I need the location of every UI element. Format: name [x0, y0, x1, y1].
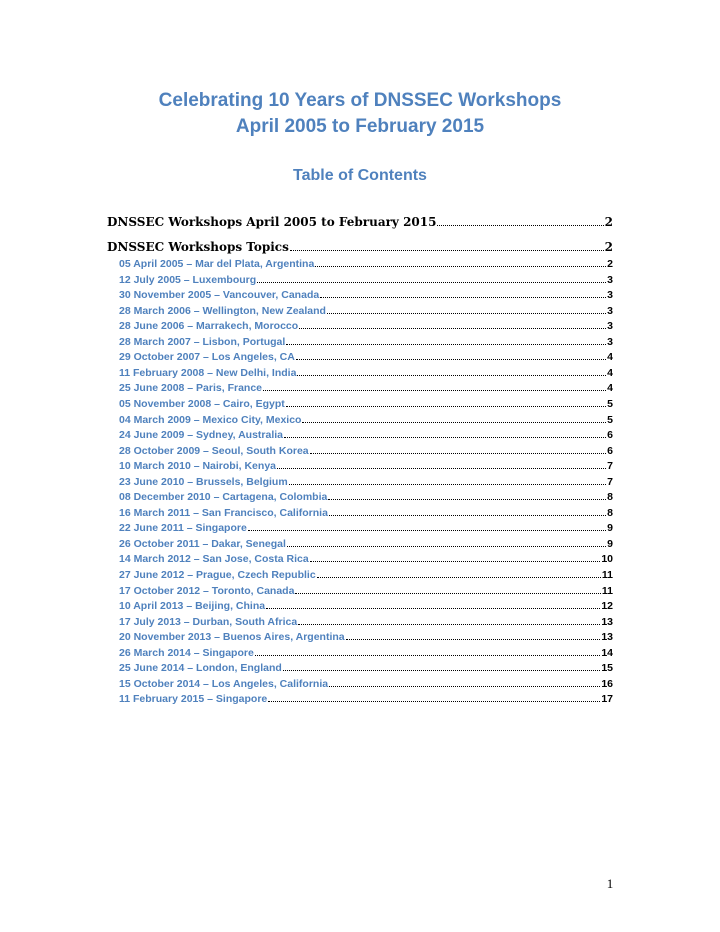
toc-entry[interactable] — [119, 351, 613, 363]
toc-entry-label: 17 July 2013 – Durban, South Africa — [119, 616, 298, 628]
toc-dot-leader — [286, 406, 606, 407]
toc-entry-page: 11 — [601, 569, 613, 581]
toc-entry-page: 7 — [607, 476, 613, 488]
toc-entry[interactable] — [119, 647, 613, 659]
toc-entry[interactable] — [119, 522, 613, 534]
toc-entry-page: 3 — [607, 320, 613, 332]
toc-entry-page: 2 — [604, 240, 613, 254]
toc-entry-page: 2 — [604, 215, 613, 229]
toc-entry-page: 13 — [601, 616, 613, 628]
toc-entry[interactable] — [119, 585, 613, 597]
toc-entry-label: 26 March 2014 – Singapore — [119, 647, 254, 659]
toc-entry-label: DNSSEC Workshops April 2005 to February 2015 — [107, 215, 437, 229]
toc-entry-page: 4 — [607, 351, 613, 363]
toc-entry-page: 6 — [607, 445, 613, 457]
toc-entry-label: 14 March 2012 – San Jose, Costa Rica — [119, 553, 309, 565]
toc-entry-page: 15 — [601, 662, 613, 674]
toc-entry[interactable] — [119, 460, 613, 472]
toc-entry-label: 11 February 2015 – Singapore — [119, 693, 268, 705]
toc-dot-leader — [296, 359, 606, 360]
toc-entry-page: 3 — [607, 305, 613, 317]
toc-dot-leader — [317, 577, 601, 578]
toc-entry[interactable] — [119, 662, 613, 674]
toc-entry-label: 28 June 2006 – Marrakech, Morocco — [119, 320, 299, 332]
toc-entry-label: 16 March 2011 – San Francisco, California — [119, 507, 328, 519]
toc-entry-page: 9 — [607, 522, 613, 534]
toc-entry-label: 28 October 2009 – Seoul, South Korea — [119, 445, 309, 457]
toc-entry-label: 10 April 2013 – Beijing, China — [119, 600, 266, 612]
toc-dot-leader — [283, 670, 601, 671]
toc-entry-page: 6 — [607, 429, 613, 441]
toc-entry-page: 3 — [607, 274, 613, 286]
toc-entry[interactable] — [119, 258, 613, 270]
toc-entry[interactable] — [119, 398, 613, 410]
toc-entry-page: 8 — [607, 507, 613, 519]
toc-entry-page: 5 — [607, 414, 613, 426]
toc-entry[interactable] — [119, 305, 613, 317]
toc-dot-leader — [329, 686, 600, 687]
toc-entry[interactable] — [119, 507, 613, 519]
toc-entry-label: 24 June 2009 – Sydney, Australia — [119, 429, 284, 441]
toc-entry-label: 23 June 2010 – Brussels, Belgium — [119, 476, 288, 488]
toc-entry[interactable] — [119, 600, 613, 612]
toc-dot-leader — [328, 499, 606, 500]
toc-entry-page: 9 — [607, 538, 613, 550]
toc-entry-label: 17 October 2012 – Toronto, Canada — [119, 585, 295, 597]
toc-entry-page: 16 — [601, 678, 613, 690]
toc-entry[interactable] — [119, 631, 613, 643]
toc-dot-leader — [286, 344, 606, 345]
toc-entry-page: 11 — [601, 585, 613, 597]
toc-dot-leader — [315, 266, 606, 267]
toc-dot-leader — [295, 593, 600, 594]
toc-dot-leader — [329, 515, 606, 516]
toc-entry[interactable] — [119, 414, 613, 426]
toc-entry[interactable] — [119, 320, 613, 332]
toc-dot-leader — [299, 328, 606, 329]
toc-dot-leader — [290, 250, 604, 251]
document-title-line2: April 2005 to February 2015 — [235, 116, 485, 137]
toc-entry-label: 26 October 2011 – Dakar, Senegal — [119, 538, 286, 550]
toc-dot-leader — [277, 468, 606, 469]
toc-entry-label: DNSSEC Workshops Topics — [107, 240, 289, 254]
toc-entry-label: 25 June 2008 – Paris, France — [119, 382, 263, 394]
toc-dot-leader — [310, 561, 601, 562]
toc-entry[interactable] — [119, 445, 613, 457]
toc-entry[interactable] — [119, 367, 613, 379]
toc-dot-leader — [289, 484, 606, 485]
toc-entry-page: 4 — [607, 382, 613, 394]
toc-dot-leader — [327, 313, 606, 314]
toc-dot-leader — [248, 530, 606, 531]
toc-dot-leader — [302, 422, 606, 423]
toc-entry-page: 14 — [601, 647, 613, 659]
toc-entry[interactable] — [119, 693, 613, 705]
toc-entry[interactable] — [119, 429, 613, 441]
toc-entry-main[interactable] — [107, 240, 613, 254]
toc-entry-main[interactable] — [107, 215, 613, 229]
toc-entry[interactable] — [119, 274, 613, 286]
page-number: 1 — [606, 876, 614, 891]
toc-entry-label: 29 October 2007 – Los Angeles, CA — [119, 351, 295, 363]
toc-entry-label: 28 March 2007 – Lisbon, Portugal — [119, 336, 286, 348]
toc-entry-page: 10 — [601, 553, 613, 565]
toc-entry-label: 27 June 2012 – Prague, Czech Republic — [119, 569, 316, 581]
toc-dot-leader — [263, 390, 606, 391]
toc-entry-label: 30 November 2005 – Vancouver, Canada — [119, 289, 320, 301]
toc-entry-page: 3 — [607, 336, 613, 348]
toc-dot-leader — [287, 546, 606, 547]
toc-entry-page: 5 — [607, 398, 613, 410]
toc-entry-page: 17 — [601, 693, 613, 705]
toc-entry[interactable] — [119, 538, 613, 550]
toc-entry[interactable] — [119, 382, 613, 394]
toc-entry[interactable] — [119, 491, 613, 503]
toc-entry-page: 7 — [607, 460, 613, 472]
toc-entry-label: 11 February 2008 – New Delhi, India — [119, 367, 297, 379]
toc-dot-leader — [284, 437, 606, 438]
toc-heading: Table of Contents — [293, 167, 427, 184]
toc-entry-label: 05 April 2005 – Mar del Plata, Argentina — [119, 258, 315, 270]
toc-entry-label: 20 November 2013 – Buenos Aires, Argentina — [119, 631, 345, 643]
toc-entry-page: 3 — [607, 289, 613, 301]
toc-entry-page: 8 — [607, 491, 613, 503]
toc-dot-leader — [268, 701, 600, 702]
toc-dot-leader — [298, 624, 600, 625]
document-title-line1: Celebrating 10 Years of DNSSEC Workshops — [158, 90, 562, 111]
toc-entry[interactable] — [119, 569, 613, 581]
toc-entry-label: 15 October 2014 – Los Angeles, California — [119, 678, 329, 690]
toc-entry-label: 08 December 2010 – Cartagena, Colombia — [119, 491, 328, 503]
toc-entry-label: 25 June 2014 – London, England — [119, 662, 282, 674]
toc-entry[interactable] — [119, 678, 613, 690]
toc-dot-leader — [297, 375, 606, 376]
toc-entry-label: 22 June 2011 – Singapore — [119, 522, 247, 534]
toc-entry-label: 28 March 2006 – Wellington, New Zealand — [119, 305, 326, 317]
toc-entry-label: 12 July 2005 – Luxembourg — [119, 274, 257, 286]
toc-dot-leader — [310, 453, 607, 454]
toc-entry[interactable] — [119, 336, 613, 348]
toc-dot-leader — [266, 608, 600, 609]
toc-entry[interactable] — [119, 616, 613, 628]
toc-entry-page: 2 — [607, 258, 613, 270]
toc-entry-label: 04 March 2009 – Mexico City, Mexico — [119, 414, 302, 426]
toc-dot-leader — [346, 639, 601, 640]
toc-entry-page: 13 — [601, 631, 613, 643]
toc-entry-page: 4 — [607, 367, 613, 379]
toc-dot-leader — [255, 655, 600, 656]
toc-entry[interactable] — [119, 476, 613, 488]
toc-dot-leader — [320, 297, 606, 298]
toc-entry-label: 05 November 2008 – Cairo, Egypt — [119, 398, 285, 410]
toc-entry-page: 12 — [601, 600, 613, 612]
toc-entry[interactable] — [119, 553, 613, 565]
toc-dot-leader — [437, 225, 603, 226]
toc-dot-leader — [257, 282, 606, 283]
toc-entry[interactable] — [119, 289, 613, 301]
toc-entry-label: 10 March 2010 – Nairobi, Kenya — [119, 460, 276, 472]
